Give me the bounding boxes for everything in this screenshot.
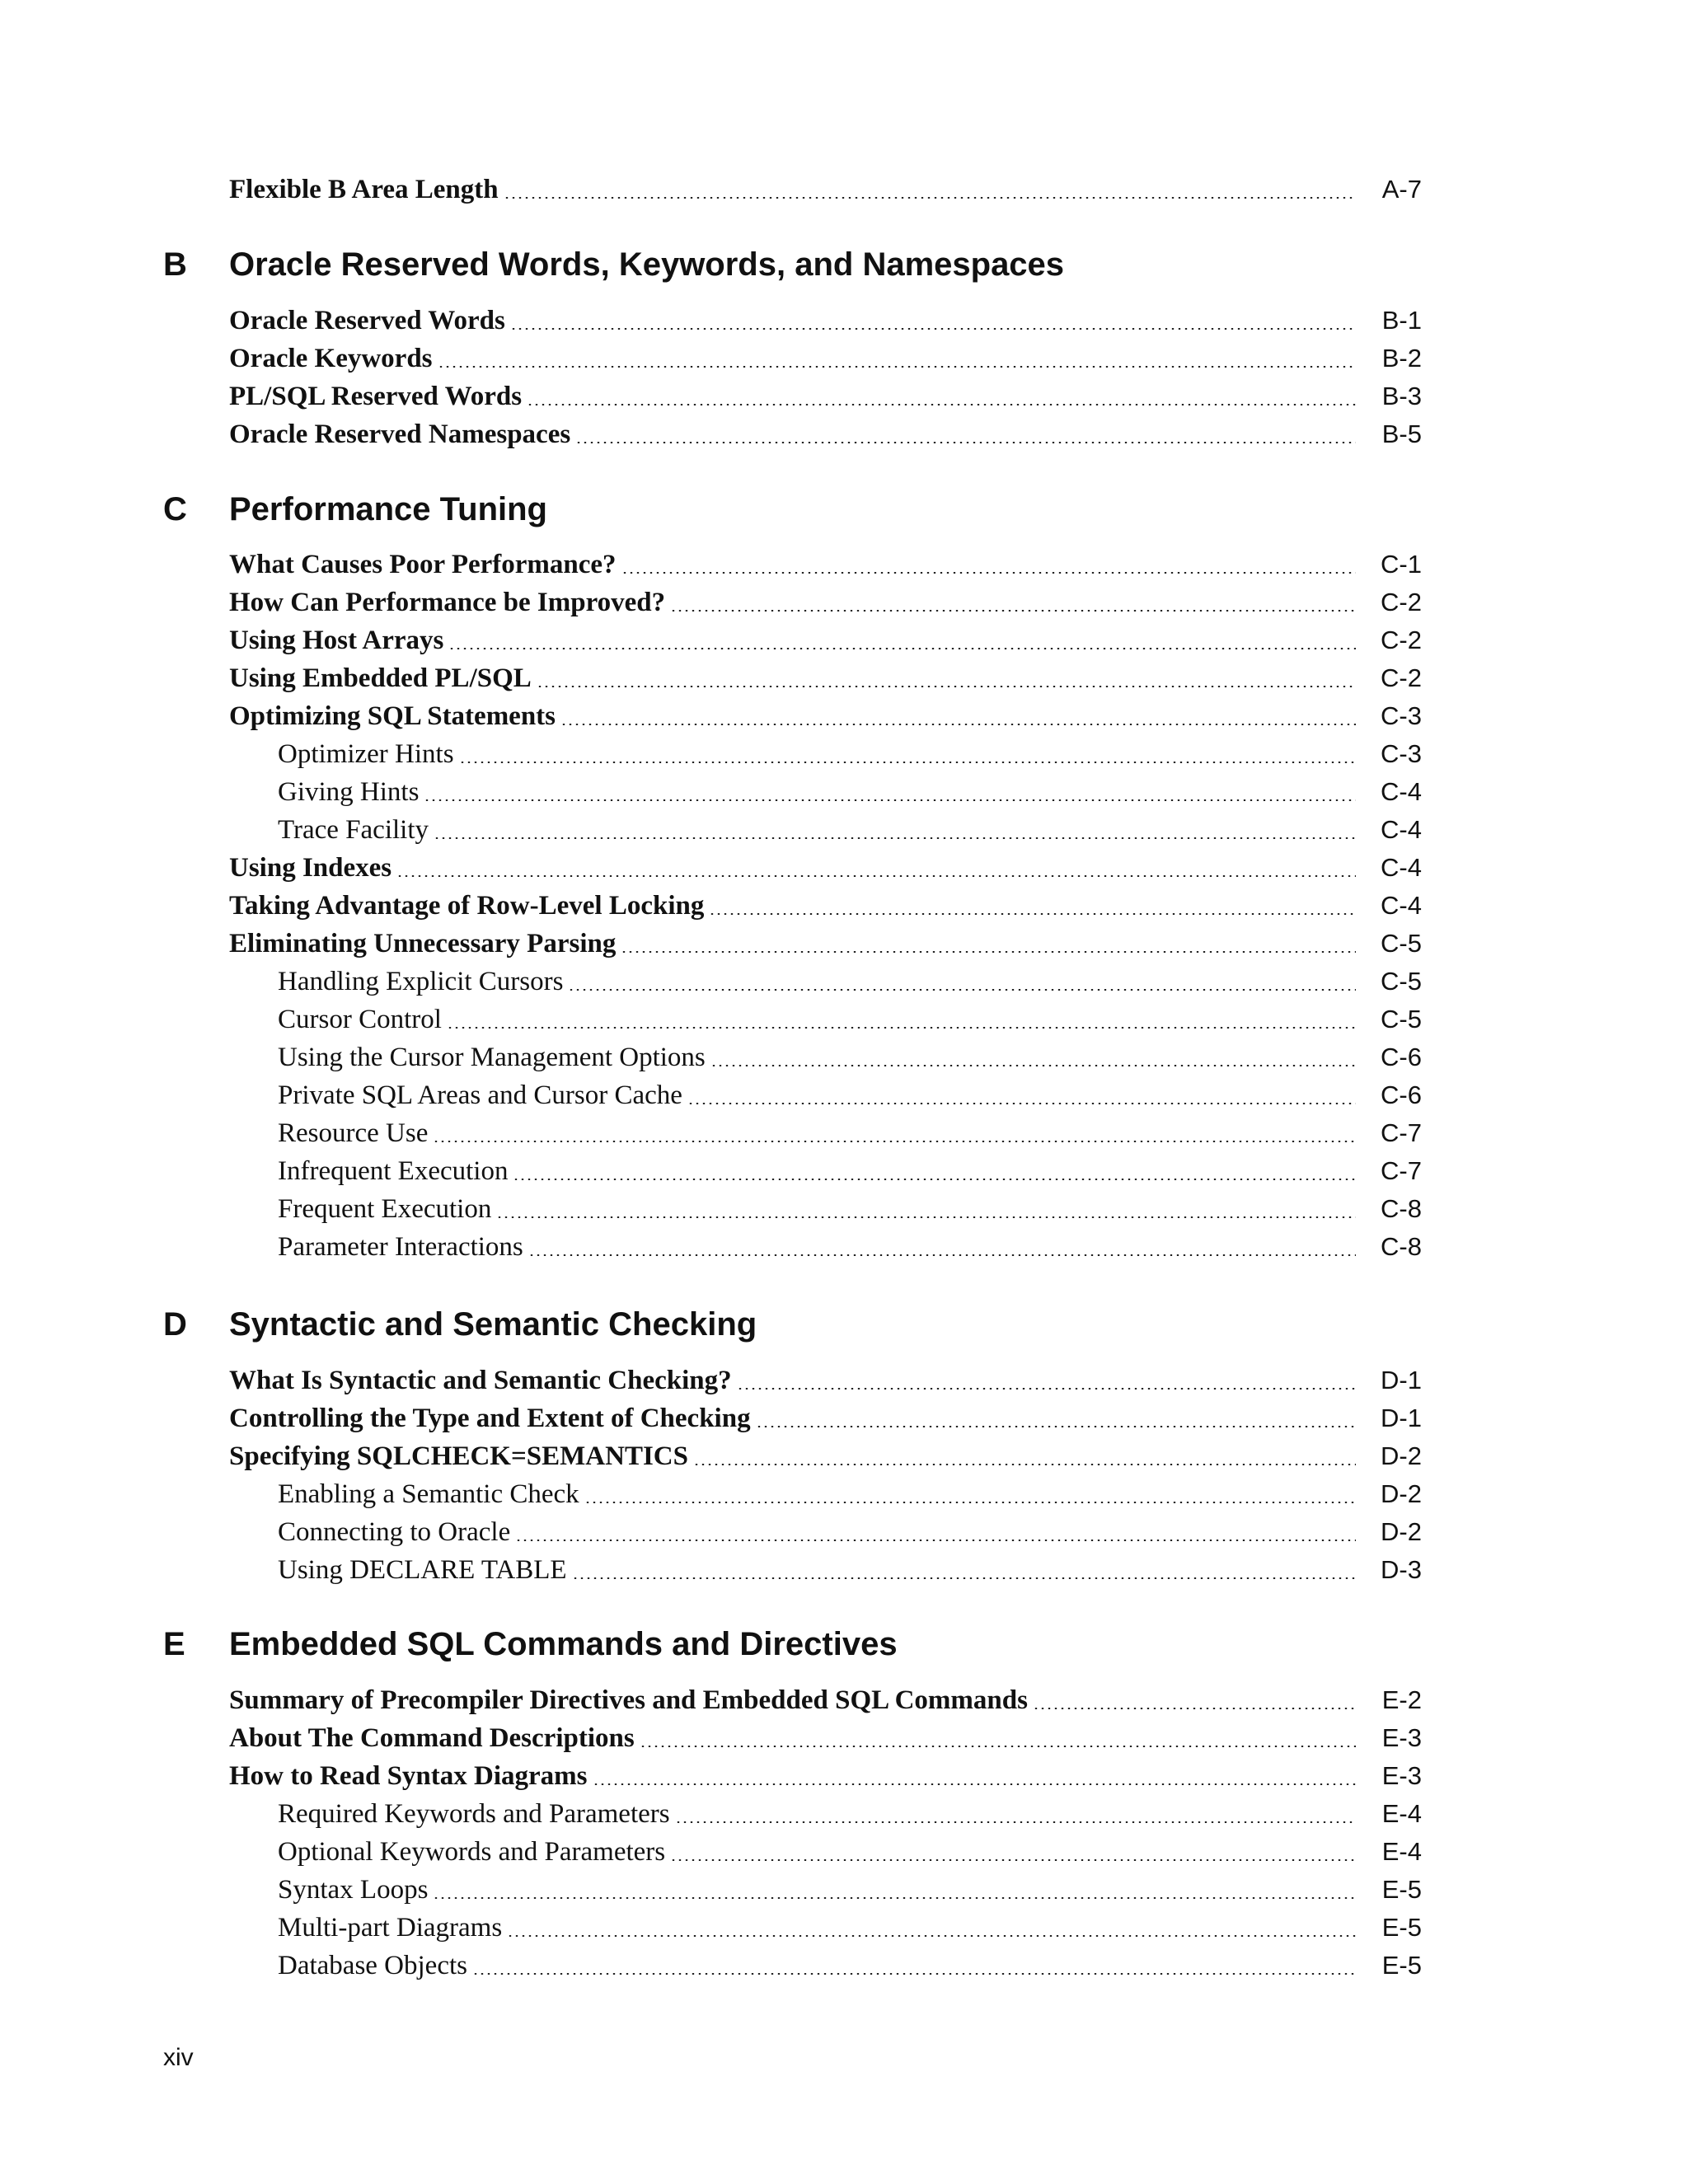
dot-leader	[515, 1540, 1356, 1541]
dot-leader	[504, 197, 1356, 199]
toc-page-number: C-3	[1381, 739, 1422, 768]
dot-leader	[424, 799, 1356, 801]
toc-page-number: B-2	[1381, 344, 1422, 373]
dot-leader	[513, 1179, 1356, 1180]
toc-page-number: C-8	[1381, 1232, 1422, 1261]
toc-subentry[interactable]	[278, 735, 1422, 773]
toc-subentry[interactable]	[278, 1001, 1422, 1038]
dot-leader	[584, 1502, 1356, 1503]
toc-entry-title: Optimizing SQL Statements	[229, 701, 556, 731]
toc-entry-title: Flexible B Area Length	[229, 175, 499, 204]
toc-page-number: C-2	[1381, 626, 1422, 654]
toc-subentry[interactable]	[278, 773, 1422, 811]
toc-entry-title: What Causes Poor Performance?	[229, 550, 617, 579]
toc-entry[interactable]	[229, 925, 1422, 963]
toc-entry-title: Enabling a Semantic Check	[278, 1479, 579, 1509]
toc-entry-title: Private SQL Areas and Cursor Cache	[278, 1080, 682, 1110]
appendix-heading-c[interactable]	[163, 486, 547, 532]
toc-page-number: C-2	[1381, 588, 1422, 616]
toc-subentry[interactable]	[278, 1551, 1422, 1589]
toc-entry-title: Oracle Reserved Words	[229, 306, 505, 335]
appendix-heading-e[interactable]	[163, 1621, 898, 1667]
toc-page-number: C-4	[1381, 891, 1422, 920]
toc-subentry[interactable]	[278, 963, 1422, 1001]
toc-page-number: D-1	[1381, 1404, 1422, 1432]
toc-entry[interactable]	[229, 171, 1422, 209]
dot-leader	[687, 1103, 1356, 1104]
toc-page-number: D-2	[1381, 1517, 1422, 1546]
toc-page-number: C-4	[1381, 777, 1422, 806]
toc-entry[interactable]	[229, 659, 1422, 697]
dot-leader	[572, 1577, 1356, 1579]
toc-page-number: C-3	[1381, 701, 1422, 730]
toc-page-number: E-3	[1381, 1761, 1422, 1790]
toc-entry[interactable]	[229, 583, 1422, 621]
appendix-title: Embedded SQL Commands and Directives	[229, 1626, 898, 1662]
toc-entry-title: Using DECLARE TABLE	[278, 1555, 567, 1585]
toc-page-number: D-3	[1381, 1555, 1422, 1584]
toc-subentry[interactable]	[278, 1795, 1422, 1833]
dot-leader	[737, 1388, 1356, 1390]
toc-page-number: E-5	[1381, 1951, 1422, 1980]
toc-entry[interactable]	[229, 621, 1422, 659]
toc-page-number: B-1	[1381, 306, 1422, 335]
appendix-letter: E	[163, 1626, 185, 1662]
toc-entry[interactable]	[229, 415, 1422, 453]
toc-page-number: C-4	[1381, 815, 1422, 844]
toc-entry-title: Summary of Precompiler Directives and Embedded SQL Commands	[229, 1685, 1028, 1715]
toc-entry-title: Parameter Interactions	[278, 1232, 523, 1262]
toc-page-number: C-7	[1381, 1156, 1422, 1185]
toc-page-number: B-3	[1381, 382, 1422, 410]
toc-subentry[interactable]	[278, 1909, 1422, 1947]
toc-subentry[interactable]	[278, 1228, 1422, 1266]
toc-entry-title: Using Host Arrays	[229, 626, 444, 655]
toc-page-number: C-8	[1381, 1194, 1422, 1223]
toc-page-number: E-5	[1381, 1913, 1422, 1942]
dot-leader	[670, 610, 1356, 612]
appendix-letter: C	[163, 491, 187, 527]
dot-leader	[433, 1897, 1356, 1899]
toc-entry-title: Connecting to Oracle	[278, 1517, 511, 1547]
dot-leader	[472, 1973, 1356, 1975]
toc-subentry[interactable]	[278, 1513, 1422, 1551]
toc-entry-title: Using Indexes	[229, 853, 392, 883]
toc-subentry[interactable]	[278, 1152, 1422, 1190]
toc-entry[interactable]	[229, 1399, 1422, 1437]
dot-leader	[528, 1254, 1356, 1256]
toc-subentry[interactable]	[278, 1114, 1422, 1152]
appendix-title: Syntactic and Semantic Checking	[229, 1306, 757, 1343]
toc-page-number: D-2	[1381, 1479, 1422, 1508]
toc-page-number: C-5	[1381, 967, 1422, 996]
page-footer-number: xiv	[163, 2044, 194, 2071]
toc-entry-title: Oracle Keywords	[229, 344, 433, 373]
dot-leader	[670, 1859, 1356, 1861]
toc-entry-title: Cursor Control	[278, 1005, 442, 1034]
appendix-heading-d[interactable]	[163, 1301, 757, 1347]
toc-entry-title: Giving Hints	[278, 777, 420, 807]
dot-leader	[396, 875, 1356, 877]
toc-page-number: C-4	[1381, 853, 1422, 882]
toc-entry-title: Taking Advantage of Row-Level Locking	[229, 891, 705, 921]
toc-page-number: C-6	[1381, 1080, 1422, 1109]
toc-entry-title: Using the Cursor Management Options	[278, 1043, 706, 1072]
toc-entry[interactable]	[229, 377, 1422, 415]
dot-leader	[756, 1426, 1356, 1427]
toc-page-number: D-2	[1381, 1441, 1422, 1470]
toc-page-number: C-5	[1381, 929, 1422, 958]
dot-leader	[560, 724, 1356, 725]
toc-page-number: C-1	[1381, 550, 1422, 579]
dot-leader	[438, 366, 1356, 368]
toc-entry-title: Infrequent Execution	[278, 1156, 509, 1186]
toc-entry[interactable]	[229, 1437, 1422, 1475]
toc-page-number: E-4	[1381, 1799, 1422, 1828]
dot-leader	[507, 1935, 1356, 1937]
toc-page-number: A-7	[1381, 175, 1422, 204]
toc-subentry[interactable]	[278, 1076, 1422, 1114]
toc-entry[interactable]	[229, 1757, 1422, 1795]
toc-entry[interactable]	[229, 849, 1422, 887]
dot-leader	[693, 1464, 1356, 1465]
appendix-heading-b[interactable]	[163, 241, 1064, 288]
dot-leader	[575, 442, 1356, 443]
toc-subentry[interactable]	[278, 811, 1422, 849]
toc-entry[interactable]	[229, 887, 1422, 925]
toc-entry-title: What Is Syntactic and Semantic Checking?	[229, 1366, 732, 1395]
dot-leader	[448, 648, 1356, 649]
appendix-title: Performance Tuning	[229, 491, 547, 527]
toc-entry-title: Required Keywords and Parameters	[278, 1799, 670, 1829]
dot-leader	[447, 1027, 1356, 1029]
toc-entry-title: How Can Performance be Improved?	[229, 588, 666, 617]
toc-subentry[interactable]	[278, 1871, 1422, 1909]
toc-entry[interactable]	[229, 1681, 1422, 1719]
toc-subentry[interactable]	[278, 1833, 1422, 1871]
dot-leader	[496, 1216, 1356, 1218]
toc-page-number: D-1	[1381, 1366, 1422, 1394]
toc-page-number: E-4	[1381, 1837, 1422, 1866]
toc-entry-title: Eliminating Unnecessary Parsing	[229, 929, 617, 958]
toc-entry[interactable]	[229, 546, 1422, 583]
toc-entry-title: Specifying SQLCHECK=SEMANTICS	[229, 1441, 688, 1471]
dot-leader	[593, 1783, 1357, 1785]
dot-leader	[640, 1746, 1356, 1747]
toc-entry[interactable]	[229, 1361, 1422, 1399]
toc-entry[interactable]	[229, 697, 1422, 735]
toc-entry[interactable]	[229, 340, 1422, 377]
toc-page-number: C-6	[1381, 1043, 1422, 1071]
toc-page-number: E-2	[1381, 1685, 1422, 1714]
toc-entry-title: About The Command Descriptions	[229, 1723, 635, 1753]
dot-leader	[709, 913, 1356, 915]
toc-subentry[interactable]	[278, 1038, 1422, 1076]
dot-leader	[568, 989, 1356, 991]
toc-entry-title: Database Objects	[278, 1951, 467, 1980]
dot-leader	[1033, 1708, 1356, 1709]
dot-leader	[621, 572, 1356, 574]
toc-subentry[interactable]	[278, 1190, 1422, 1228]
dot-leader	[434, 837, 1356, 839]
dot-leader	[537, 686, 1356, 687]
toc-entry-title: Controlling the Type and Extent of Checking	[229, 1404, 751, 1433]
appendix-title: Oracle Reserved Words, Keywords, and Namespaces	[229, 246, 1065, 283]
toc-entry[interactable]	[229, 302, 1422, 340]
toc-entry-title: Multi-part Diagrams	[278, 1913, 503, 1943]
toc-entry[interactable]	[229, 1719, 1422, 1757]
dot-leader	[459, 762, 1356, 763]
toc-entry-title: Optional Keywords and Parameters	[278, 1837, 666, 1867]
dot-leader	[710, 1065, 1356, 1066]
dot-leader	[675, 1821, 1356, 1823]
dot-leader	[527, 404, 1356, 405]
dot-leader	[433, 1141, 1356, 1142]
dot-leader	[621, 951, 1356, 953]
toc-subentry[interactable]	[278, 1475, 1422, 1513]
toc-entry-title: How to Read Syntax Diagrams	[229, 1761, 588, 1791]
toc-entry-title: Using Embedded PL/SQL	[229, 663, 532, 693]
toc-page-number: C-5	[1381, 1005, 1422, 1033]
toc-entry-title: Optimizer Hints	[278, 739, 454, 769]
toc-entry-title: PL/SQL Reserved Words	[229, 382, 523, 411]
toc-page-number: B-5	[1381, 419, 1422, 448]
toc-entry-title: Handling Explicit Cursors	[278, 967, 564, 996]
toc-page-number: C-2	[1381, 663, 1422, 692]
toc-entry-title: Frequent Execution	[278, 1194, 492, 1224]
toc-entry-title: Syntax Loops	[278, 1875, 429, 1905]
toc-subentry[interactable]	[278, 1947, 1422, 1985]
dot-leader	[510, 328, 1356, 330]
appendix-letter: B	[163, 246, 187, 283]
appendix-letter: D	[163, 1306, 187, 1343]
toc-entry-title: Oracle Reserved Namespaces	[229, 419, 571, 449]
toc-entry-title: Resource Use	[278, 1118, 429, 1148]
toc-page-number: E-5	[1381, 1875, 1422, 1904]
toc-page-number: E-3	[1381, 1723, 1422, 1752]
toc-entry-title: Trace Facility	[278, 815, 429, 845]
toc-page-number: C-7	[1381, 1118, 1422, 1147]
